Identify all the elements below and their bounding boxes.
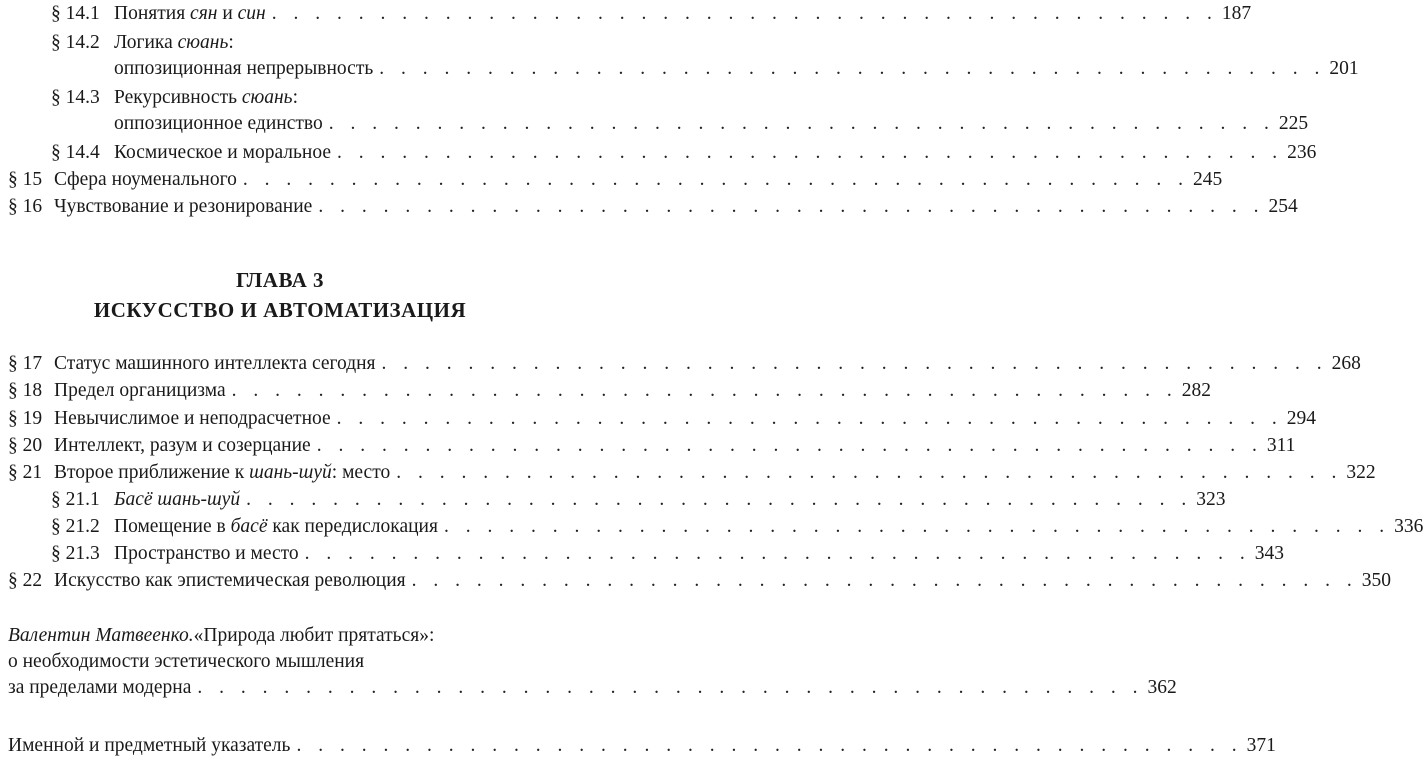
page-number: 311 [1266, 435, 1296, 456]
afterword-title-line-3: за пределами модерна [8, 677, 192, 698]
dot-leader: . . . . . . . . . . . . . . . . . . . . . . . . . . . . . . . . . . . . . . . . . . . . [411, 570, 1358, 591]
section-number: § 21.1 [51, 489, 100, 510]
section-title-continuation: оппозиционное единство [114, 113, 323, 134]
toc-entry-18[interactable] [8, 378, 1211, 404]
dot-leader: . . . . . . . . . . . . . . . . . . . . . . . . . . . . . . . . . . . . . . . . . . . . [396, 462, 1343, 483]
dot-leader: . . . . . . . . . . . . . . . . . . . . . . . . . . . . . . . . . . . . . . . . . . . . [197, 677, 1144, 698]
toc-entry-15[interactable] [8, 167, 1223, 193]
section-title: Понятия сян и син [114, 3, 266, 24]
afterword-title-line-1: «Природа любит прятаться»: [193, 625, 435, 646]
toc-entry-21-3[interactable] [8, 541, 1285, 567]
page-number: 294 [1286, 408, 1317, 429]
toc-entry-14-1[interactable] [8, 1, 1252, 27]
section-number: § 21.3 [51, 543, 100, 564]
section-title: Интеллект, разум и созерцание [54, 435, 311, 456]
page-number: 350 [1361, 570, 1392, 591]
toc-entry-16[interactable] [8, 194, 1298, 220]
afterword-author: Валентин Матвеенко. [8, 625, 194, 646]
section-number: § 22 [8, 570, 43, 591]
chapter-label: ГЛАВА 3 [235, 268, 325, 292]
section-title: Сфера ноуменального [54, 169, 237, 190]
section-title: Невычислимое и неподрасчетное [54, 408, 331, 429]
dot-leader: . . . . . . . . . . . . . . . . . . . . . . . . . . . . . . . . . . . . . . . . . . . . [336, 408, 1283, 429]
dot-leader: . . . . . . . . . . . . . . . . . . . . . . . . . . . . . . . . . . . . . . . . . . . . [443, 516, 1391, 537]
section-title: Искусство как эпистемическая революция [54, 570, 406, 591]
page-number: 268 [1331, 353, 1361, 374]
dot-leader: . . . . . . . . . . . . . . . . . . . . . . . . . . . . . . . . . . . . . . . . . . . . [246, 489, 1193, 510]
section-title: Логика сюань: [114, 32, 234, 53]
page-number: 323 [1196, 489, 1226, 510]
dot-leader: . . . . . . . . . . . . . . . . . . . . . . . . . . . . . . . . . . . . . . . . . . . . [296, 735, 1243, 756]
section-number: § 14.3 [51, 87, 100, 108]
page-number: 371 [1246, 735, 1276, 756]
section-title: Предел органицизма [54, 380, 226, 401]
dot-leader: . . . . . . . . . . . . . . . . . . . . . . . . . . . . . . . . . . . . . . . . . . . . [242, 169, 1189, 190]
section-number: § 16 [8, 196, 43, 217]
section-number: § 20 [8, 435, 43, 456]
section-title: Космическое и моральное [114, 142, 331, 163]
page-number: 336 [1394, 516, 1423, 537]
section-number: § 14.4 [51, 142, 100, 163]
page-number: 362 [1147, 677, 1177, 698]
afterword-title-line-2: о необходимости эстетического мышления [8, 651, 365, 672]
dot-leader: . . . . . . . . . . . . . . . . . . . . . . . . . . . . . . . . . . . . . . . . . . . . [318, 196, 1265, 217]
section-title: Второе приближение к шань-шуй: место [54, 462, 391, 483]
section-number: § 14.2 [51, 32, 100, 53]
toc-entry-22[interactable] [8, 568, 1392, 594]
page-number: 201 [1329, 58, 1359, 79]
toc-entry-21-2[interactable] [8, 514, 1423, 540]
toc-entry-20[interactable] [8, 433, 1296, 459]
toc-entry-17[interactable] [8, 351, 1361, 377]
toc-entry-14-2[interactable] [8, 30, 1359, 82]
toc-entry-14-4[interactable] [8, 140, 1317, 166]
section-number: § 15 [8, 169, 43, 190]
dot-leader: . . . . . . . . . . . . . . . . . . . . . . . . . . . . . . . . . . . . . . . . . . . . [231, 380, 1178, 401]
page-number: 254 [1268, 196, 1298, 217]
toc-entry-index[interactable] [8, 733, 1276, 759]
section-title: Чувствование и резонирование [54, 196, 313, 217]
dot-leader: . . . . . . . . . . . . . . . . . . . . . . . . . . . . . . . . . . . . . . . . . . . . [271, 3, 1218, 24]
section-number: § 21 [8, 462, 43, 483]
page-number: 322 [1346, 462, 1376, 483]
dot-leader: . . . . . . . . . . . . . . . . . . . . . . . . . . . . . . . . . . . . . . . . . . . . [304, 543, 1251, 564]
page-number: 236 [1287, 142, 1317, 163]
page-number: 245 [1192, 169, 1223, 190]
index-title: Именной и предметный указатель [8, 735, 291, 756]
toc-entry-21[interactable] [8, 460, 1376, 486]
section-number: § 18 [8, 380, 43, 401]
section-number: § 21.2 [51, 516, 100, 537]
dot-leader: . . . . . . . . . . . . . . . . . . . . . . . . . . . . . . . . . . . . . . . . . . . . [379, 58, 1326, 79]
toc-entry-21-1[interactable] [8, 487, 1226, 513]
toc-entry-14-3[interactable] [8, 85, 1309, 137]
dot-leader: . . . . . . . . . . . . . . . . . . . . . . . . . . . . . . . . . . . . . . . . . . . . [381, 353, 1328, 374]
section-title: Басё шань-шуй [114, 489, 241, 510]
section-title: Рекурсивность сюань: [114, 87, 298, 108]
page-number: 343 [1254, 543, 1285, 564]
section-title: Статус машинного интеллекта сегодня [54, 353, 376, 374]
toc-entry-19[interactable] [8, 406, 1317, 432]
chapter-title: ИСКУССТВО И АВТОМАТИЗАЦИЯ [93, 298, 467, 322]
dot-leader: . . . . . . . . . . . . . . . . . . . . . . . . . . . . . . . . . . . . . . . . . . . . [337, 142, 1284, 163]
dot-leader: . . . . . . . . . . . . . . . . . . . . . . . . . . . . . . . . . . . . . . . . . . . . [328, 113, 1275, 134]
toc-entry-afterword[interactable] [8, 623, 1177, 701]
section-number: § 17 [8, 353, 43, 374]
page-number: 282 [1181, 380, 1211, 401]
dot-leader: . . . . . . . . . . . . . . . . . . . . . . . . . . . . . . . . . . . . . . . . . . . . [316, 435, 1263, 456]
section-number: § 19 [8, 408, 43, 429]
page-number: 225 [1278, 113, 1309, 134]
section-number: § 14.1 [51, 3, 100, 24]
section-title: Пространство и место [114, 543, 299, 564]
page-number: 187 [1221, 3, 1252, 24]
section-title: Помещение в басё как передислокация [114, 516, 438, 537]
section-title-continuation: оппозиционная непрерывность [114, 58, 374, 79]
